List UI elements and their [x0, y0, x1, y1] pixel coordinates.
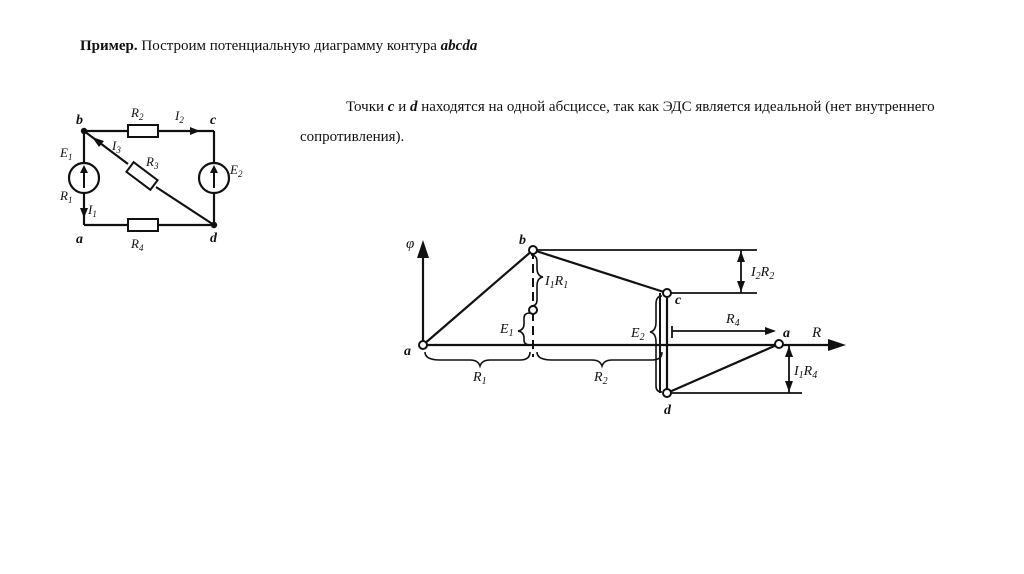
circuit-label-d: d [210, 231, 217, 246]
diagram-label-R1: $R_1$ [473, 370, 487, 387]
segment-d-a [667, 344, 779, 393]
circuit-label-R3: $R_3$ [146, 154, 159, 171]
dim-I2R2-arrow-top-icon [737, 251, 745, 262]
diagram-label-I2R2: $I_2R_2$ [751, 265, 775, 282]
circuit-label-I1: $I_1$ [88, 202, 97, 219]
brace-R2 [537, 352, 662, 366]
circuit-label-R4: $R_4$ [131, 236, 144, 253]
diagram-label-b: b [519, 233, 526, 248]
diagram-label-R2: $R_2$ [594, 370, 608, 387]
diagram-label-c: c [675, 293, 682, 308]
diagram-point-b [529, 246, 537, 254]
expl-point-c: c [387, 99, 395, 115]
circuit-label-c: c [210, 113, 217, 128]
circuit-label-I3: $I_3$ [112, 138, 121, 155]
axis-phi-label: φ [406, 236, 415, 252]
circuit-label-E2: $E_2$ [230, 162, 243, 179]
title-contour: abcda [440, 38, 478, 54]
diagram-label-E1: $E_1$ [500, 322, 514, 339]
dim-I2R2-arrow-bottom-icon [737, 281, 745, 292]
dim-I1R4-arrow-bottom-icon [785, 381, 793, 392]
phi-axis-arrow-icon [417, 240, 429, 258]
circuit-label-b: b [76, 113, 83, 128]
circuit-label-a: a [76, 232, 83, 247]
segment-a-b [423, 250, 533, 345]
diagram-label-a-start: a [404, 344, 411, 359]
diagram-label-E2: $E_2$ [631, 326, 645, 343]
diagram-point-a-start [419, 341, 427, 349]
title-prefix: Пример. [80, 38, 138, 54]
diagram-point-d [663, 389, 671, 397]
expl-point-d: d [409, 99, 418, 115]
circuit-label-I2: $I_2$ [175, 108, 184, 125]
brace-E1 [518, 313, 530, 345]
expl-part2: находятся на одной абсциссе, так как ЭДС является идеальной (нет внутреннего сопротивления). [300, 99, 935, 145]
r-axis-arrow-icon [828, 339, 846, 351]
diagram-point-a-end [775, 340, 783, 348]
diagram-label-R4: $R_4$ [726, 312, 740, 329]
axis-r-label: R [812, 325, 822, 341]
diagram-label-I1R4: $I_1R_4$ [794, 364, 818, 381]
dim-I1R4-arrow-top-icon [785, 346, 793, 357]
brace-R1 [425, 352, 530, 366]
diagram-point-c [663, 289, 671, 297]
title-text: Построим потенциальную диаграмму контура [141, 38, 437, 54]
circuit-label-E1: $E_1$ [60, 145, 73, 162]
diagram-label-I1R1: $I_1R_1$ [545, 274, 569, 291]
expl-part1: Точки [346, 99, 385, 115]
circuit-label-R1: $R_1$ [60, 188, 73, 205]
diagram-label-d: d [664, 403, 671, 418]
diagram-label-a-end: a [783, 326, 790, 341]
diagram-point-e1 [529, 306, 537, 314]
expl-and: и [398, 99, 407, 115]
dim-R4-arrow-icon [765, 327, 776, 335]
circuit-label-R2: $R_2$ [131, 105, 144, 122]
